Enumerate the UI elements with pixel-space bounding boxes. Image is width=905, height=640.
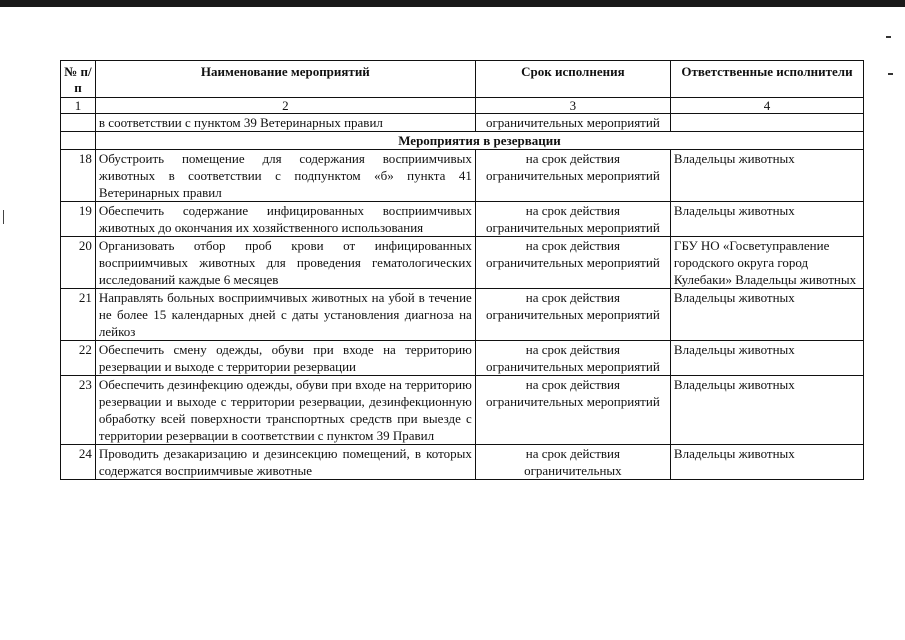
row-term: на срок действия ограничительных мероприятий: [475, 202, 670, 237]
section-title: Мероприятия в резервации: [95, 132, 863, 150]
header-responsible: Ответственные исполнители: [670, 61, 863, 98]
row-responsible: [670, 114, 863, 132]
column-index: 4: [670, 98, 863, 114]
section-row: [61, 132, 864, 150]
continuation-row: [61, 114, 864, 132]
row-responsible: ГБУ НО «Госветуправление городского округа город Кулебаки» Владельцы животных: [670, 237, 863, 289]
row-term: на срок действия ограничительных мероприятий: [475, 237, 670, 289]
row-responsible: Владельцы животных: [670, 289, 863, 341]
header-term: Срок исполнения: [475, 61, 670, 98]
row-num: [61, 114, 96, 132]
table-row: [61, 237, 864, 289]
row-responsible: Владельцы животных: [670, 445, 863, 480]
scan-speck: [886, 36, 891, 38]
table-row: [61, 150, 864, 202]
row-term: на срок действия ограничительных мероприятий: [475, 150, 670, 202]
table-row: [61, 376, 864, 445]
row-term: на срок действия ограничительных: [475, 445, 670, 480]
table-header-row: [61, 61, 864, 98]
row-num: 23: [61, 376, 96, 445]
row-num: 20: [61, 237, 96, 289]
row-num: 19: [61, 202, 96, 237]
column-index: 1: [61, 98, 96, 114]
scan-speck: [888, 73, 893, 75]
measures-table: [60, 60, 864, 480]
row-num: 24: [61, 445, 96, 480]
row-name: Обустроить помещение для содержания восприимчивых животных в соответствии с подпунктом «б» пункта 41 Ветеринарных правил: [95, 150, 475, 202]
scan-edge-mark: [3, 210, 4, 224]
row-num: 21: [61, 289, 96, 341]
row-name: в соответствии с пунктом 39 Ветеринарных правил: [95, 114, 475, 132]
column-index: 2: [95, 98, 475, 114]
column-index-row: [61, 98, 864, 114]
header-num: № п/п: [61, 61, 96, 98]
row-name: Обеспечить смену одежды, обуви при входе на территорию резервации и выходе с территории резервации: [95, 341, 475, 376]
row-name: Организовать отбор проб крови от инфицированных восприимчивых животных для проведения гематологических исследований каждые 6 месяцев: [95, 237, 475, 289]
header-name: Наименование мероприятий: [95, 61, 475, 98]
row-responsible: Владельцы животных: [670, 341, 863, 376]
row-responsible: Владельцы животных: [670, 376, 863, 445]
row-num: 18: [61, 150, 96, 202]
row-name: Обеспечить дезинфекцию одежды, обуви при входе на территорию резервации и выходе с территории резервации, дезинфекционную обработку всей поверхности транспортных средств при выезде с территории резервации в соответствии с пунктом 39 Правил: [95, 376, 475, 445]
table-row: [61, 341, 864, 376]
row-term: на срок действия ограничительных мероприятий: [475, 289, 670, 341]
table-row: [61, 289, 864, 341]
table-row: [61, 445, 864, 480]
row-responsible: Владельцы животных: [670, 150, 863, 202]
row-term: на срок действия ограничительных мероприятий: [475, 376, 670, 445]
column-index: 3: [475, 98, 670, 114]
row-num: 22: [61, 341, 96, 376]
row-responsible: Владельцы животных: [670, 202, 863, 237]
row-name: Направлять больных восприимчивых животных на убой в течение не более 15 календарных дней с даты установления диагноза на лейкоз: [95, 289, 475, 341]
row-term: ограничительных мероприятий: [475, 114, 670, 132]
row-name: Обеспечить содержание инфицированных восприимчивых животных до окончания их хозяйственного использования: [95, 202, 475, 237]
row-term: на срок действия ограничительных мероприятий: [475, 341, 670, 376]
scan-top-border: [0, 0, 905, 7]
row-name: Проводить дезакаризацию и дезинсекцию помещений, в которых содержатся восприимчивые животные: [95, 445, 475, 480]
section-spacer: [61, 132, 96, 150]
table-row: [61, 202, 864, 237]
